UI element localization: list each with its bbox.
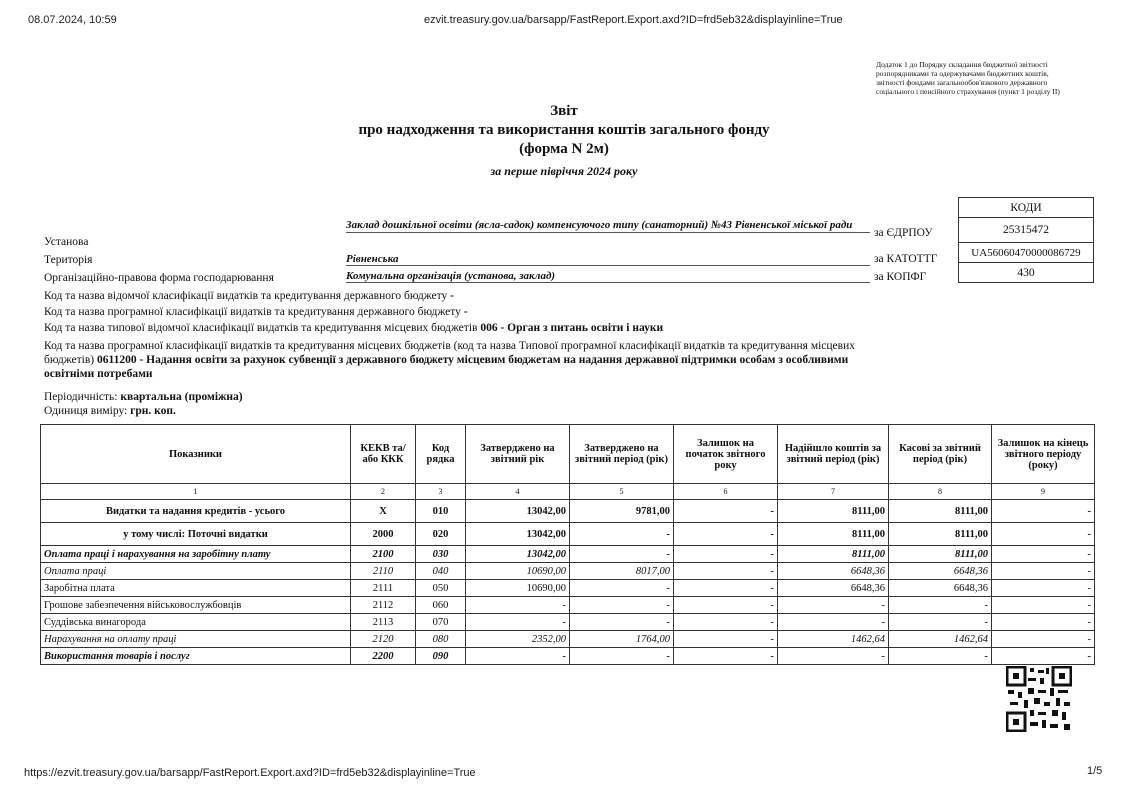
table-cell: - <box>570 597 674 614</box>
qr-code-image <box>1006 666 1072 732</box>
classifier-4-label: Код та назва програмної класифікації видатків та кредитування місцевих бюджетів (код та назва Типової програмної класифікації видатків та кредитування місцевих бюджетів) <box>44 340 855 366</box>
katottg-label: за КАТОТТГ <box>874 253 938 265</box>
table-cell: - <box>778 597 889 614</box>
table-cell: 2000 <box>351 523 416 546</box>
table-cell: - <box>992 648 1095 665</box>
periodicity-label: Періодичність: <box>44 391 118 403</box>
column-number: 7 <box>778 484 889 500</box>
code-katottg: UA56060470000086729 <box>959 243 1094 263</box>
table-cell: - <box>674 648 778 665</box>
table-cell: - <box>992 597 1095 614</box>
table-cell: 030 <box>416 546 466 563</box>
territory-value: Рівненська <box>346 253 870 266</box>
classifier-1-value: - <box>450 290 454 302</box>
column-number: 4 <box>466 484 570 500</box>
table-cell: Оплата праці і нарахування на заробітну плату <box>41 546 351 563</box>
table-cell: 13042,00 <box>466 523 570 546</box>
report-table <box>40 424 1095 665</box>
table-cell: - <box>992 500 1095 523</box>
classifier-2-label: Код та назва програмної класифікації видатків та кредитування державного бюджету <box>44 306 461 318</box>
table-cell: 090 <box>416 648 466 665</box>
code-kopfg: 430 <box>959 263 1094 283</box>
table-cell: - <box>466 597 570 614</box>
table-cell: 8111,00 <box>889 523 992 546</box>
table-cell: Грошове забезпечення військовослужбовців <box>41 597 351 614</box>
column-header: Затверджено на звітний період (рік) <box>570 425 674 484</box>
table-cell: - <box>889 614 992 631</box>
classifier-2 <box>44 306 468 318</box>
print-url-bottom: https://ezvit.treasury.gov.ua/barsapp/FastReport.Export.axd?ID=frd5eb32&displayinline=True <box>24 767 476 779</box>
code-edrpou: 25315472 <box>959 218 1094 243</box>
report-title: Звіт <box>550 103 578 119</box>
table-row <box>41 580 1095 597</box>
table-header-row <box>41 425 1095 484</box>
table-cell: 6648,36 <box>889 580 992 597</box>
table-cell: - <box>466 614 570 631</box>
classifier-3-value: 006 - Орган з питань освіти і науки <box>480 322 664 334</box>
table-cell: Суддівська винагорода <box>41 614 351 631</box>
column-header: Код рядка <box>416 425 466 484</box>
table-cell: 2352,00 <box>466 631 570 648</box>
table-cell: 8017,00 <box>570 563 674 580</box>
table-cell: Нарахування на оплату праці <box>41 631 351 648</box>
classifier-1 <box>44 290 454 302</box>
table-cell: 10690,00 <box>466 563 570 580</box>
table-cell: - <box>674 563 778 580</box>
column-number: 6 <box>674 484 778 500</box>
table-cell: 2111 <box>351 580 416 597</box>
table-cell: 6648,36 <box>778 580 889 597</box>
table-cell: 060 <box>416 597 466 614</box>
table-cell: - <box>992 580 1095 597</box>
table-cell: 8111,00 <box>778 546 889 563</box>
table-row <box>41 523 1095 546</box>
table-cell: - <box>466 648 570 665</box>
report-form: (форма N 2м) <box>519 141 609 157</box>
column-number: 1 <box>41 484 351 500</box>
table-cell: 2200 <box>351 648 416 665</box>
print-url-top: ezvit.treasury.gov.ua/barsapp/FastReport.Export.axd?ID=frd5eb32&displayinline=True <box>424 14 843 26</box>
column-number: 9 <box>992 484 1095 500</box>
table-row <box>41 546 1095 563</box>
column-header: Показники <box>41 425 351 484</box>
print-timestamp: 08.07.2024, 10:59 <box>28 14 117 26</box>
table-row <box>41 563 1095 580</box>
column-header: КЕКВ та/або ККК <box>351 425 416 484</box>
table-cell: 13042,00 <box>466 500 570 523</box>
table-cell: - <box>674 597 778 614</box>
table-cell: Використання товарів і послуг <box>41 648 351 665</box>
legal-form-label: Організаційно-правова форма господарювання <box>44 272 274 284</box>
table-cell: - <box>674 631 778 648</box>
table-cell: 080 <box>416 631 466 648</box>
table-cell: 8111,00 <box>778 500 889 523</box>
table-cell: у тому числі: Поточні видатки <box>41 523 351 546</box>
table-cell: - <box>674 580 778 597</box>
table-cell: 8111,00 <box>778 523 889 546</box>
column-numbers-row <box>41 484 1095 500</box>
classifier-1-label: Код та назва відомчої класифікації видатків та кредитування державного бюджету <box>44 290 448 302</box>
table-row <box>41 614 1095 631</box>
classifier-4 <box>44 339 874 381</box>
table-cell: - <box>992 563 1095 580</box>
table-cell: 6648,36 <box>889 563 992 580</box>
codes-table <box>958 197 1094 283</box>
column-header: Надійшло коштів за звітний період (рік) <box>778 425 889 484</box>
table-cell: 13042,00 <box>466 546 570 563</box>
territory-label: Територія <box>44 254 93 266</box>
table-cell: 2112 <box>351 597 416 614</box>
table-row <box>41 597 1095 614</box>
institution-value: Заклад дошкільної освіти (ясла-садок) компенсуючого типу (санаторний) №43 Рівненської міської ради <box>346 218 870 233</box>
table-cell: 1462,64 <box>778 631 889 648</box>
column-header: Залишок на кінець звітного періоду (року) <box>992 425 1095 484</box>
table-cell: 8111,00 <box>889 546 992 563</box>
classifier-4-value: 0611200 - Надання освіти за рахунок субвенції з державного бюджету місцевим бюджетам на надання державної підтримки особам з особливими освітніми потребами <box>44 354 849 380</box>
column-header: Касові за звітний період (рік) <box>889 425 992 484</box>
table-cell: - <box>992 523 1095 546</box>
table-cell: 2110 <box>351 563 416 580</box>
table-cell: 1764,00 <box>570 631 674 648</box>
table-cell: 8111,00 <box>889 500 992 523</box>
table-cell: 2100 <box>351 546 416 563</box>
table-cell: 2113 <box>351 614 416 631</box>
table-row <box>41 631 1095 648</box>
table-cell: 1462,64 <box>889 631 992 648</box>
periodicity-value: квартальна (проміжна) <box>120 391 243 403</box>
table-cell: - <box>674 614 778 631</box>
classifier-3-label: Код та назва типової відомчої класифікації видатків та кредитування місцевих бюджетів <box>44 322 478 334</box>
column-number: 8 <box>889 484 992 500</box>
legal-form-value: Комунальна організація (установа, заклад) <box>346 270 870 283</box>
report-period: за перше півріччя 2024 року <box>490 164 638 178</box>
table-cell: - <box>992 546 1095 563</box>
table-cell: 070 <box>416 614 466 631</box>
edrpou-label: за ЄДРПОУ <box>874 227 933 239</box>
table-cell: - <box>674 500 778 523</box>
classifier-3 <box>44 322 663 334</box>
unit <box>44 405 176 417</box>
table-cell: - <box>570 523 674 546</box>
table-cell: 040 <box>416 563 466 580</box>
table-cell: Оплата праці <box>41 563 351 580</box>
column-number: 3 <box>416 484 466 500</box>
table-cell: - <box>889 648 992 665</box>
unit-value: грн. коп. <box>130 405 176 417</box>
page-number: 1/5 <box>1087 765 1103 777</box>
appendix-note: Додаток 1 до Порядку складання бюджетної звітності розпорядниками та одержувачами бюджетних коштів, звітності фондами загальнообов'язкового державного соціального і пенсійного страхування (пункт 1 розділу II) <box>876 60 1060 96</box>
table-cell: 6648,36 <box>778 563 889 580</box>
table-cell: - <box>674 523 778 546</box>
table-cell: 2120 <box>351 631 416 648</box>
table-cell: - <box>992 614 1095 631</box>
table-cell: - <box>674 546 778 563</box>
table-cell: 050 <box>416 580 466 597</box>
column-header: Затверджено на звітний рік <box>466 425 570 484</box>
column-header: Залишок на початок звітного року <box>674 425 778 484</box>
table-cell: - <box>889 597 992 614</box>
periodicity <box>44 391 243 403</box>
unit-label: Одиниця виміру: <box>44 405 128 417</box>
classifier-2-value: - <box>463 306 468 318</box>
table-cell: - <box>570 580 674 597</box>
table-row <box>41 500 1095 523</box>
table-cell: - <box>570 648 674 665</box>
table-cell: 9781,00 <box>570 500 674 523</box>
table-cell: - <box>992 631 1095 648</box>
table-cell: 020 <box>416 523 466 546</box>
table-cell: X <box>351 500 416 523</box>
table-cell: 10690,00 <box>466 580 570 597</box>
column-number: 2 <box>351 484 416 500</box>
table-cell: - <box>778 614 889 631</box>
table-cell: Заробітна плата <box>41 580 351 597</box>
codes-header: КОДИ <box>959 198 1094 218</box>
institution-label: Установа <box>44 236 89 248</box>
report-subtitle: про надходження та використання коштів загального фонду <box>358 122 770 138</box>
table-cell: Видатки та надання кредитів - усього <box>41 500 351 523</box>
kopfg-label: за КОПФГ <box>874 271 927 283</box>
column-number: 5 <box>570 484 674 500</box>
table-cell: - <box>570 546 674 563</box>
table-cell: - <box>778 648 889 665</box>
table-cell: 010 <box>416 500 466 523</box>
table-row <box>41 648 1095 665</box>
table-cell: - <box>570 614 674 631</box>
